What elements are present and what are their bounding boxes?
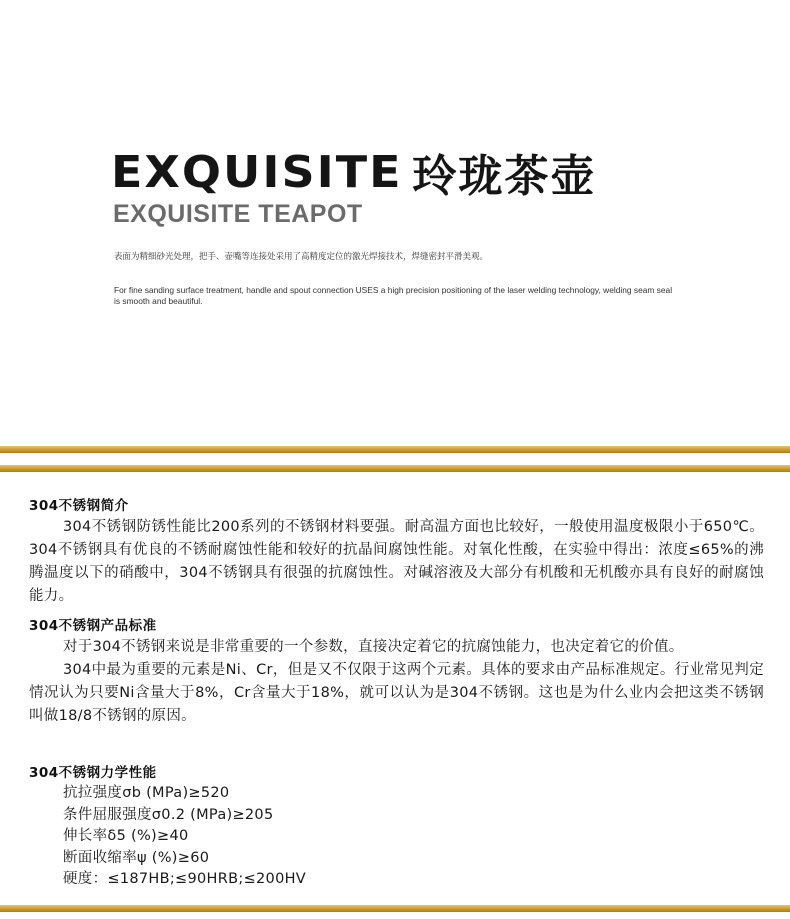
gold-divider-bottom <box>0 905 790 912</box>
mechanical-spec-list <box>29 783 764 891</box>
hero-subtitle: EXQUISITE TEAPOT <box>113 200 363 228</box>
section-intro-body: 304不锈钢防锈性能比200系列的不锈钢材料要强。耐高温方面也比较好，一般使用温度极限小于650℃。304不锈钢具有优良的不锈耐腐蚀性能和较好的抗晶间腐蚀性能。对氧化性酸，在实验中得出：浓度≤65%的沸腾温度以下的硝酸中，304不锈钢具有很强的抗腐蚀性。对碱溶液及大部分有机酸和无机酸亦具有良好的耐腐蚀能力。 <box>29 519 764 604</box>
section-standard <box>29 617 764 728</box>
section-mechanical <box>29 764 764 891</box>
gold-divider-second <box>0 465 790 472</box>
spec-item: 条件屈服强度σ0.2 (MPa)≥205 <box>63 806 274 823</box>
section-standard-para2: 304中最为重要的元素是Ni、Cr，但是又不仅限于这两个元素。具体的要求由产品标准规定。行业常见判定情况认为只要Ni含量大于8%，Cr含量大于18%，就可以认为是304不锈钢。这也是为什么业内会把这类不锈钢叫做18/8不锈钢的原因。 <box>29 662 764 724</box>
spec-item: 断面收缩率ψ (%)≥60 <box>63 849 210 866</box>
hero-description-cn: 表面为精细砂光处理，把手、壶嘴等连接处采用了高精度定位的激光焊接技术，焊缝密封平滑美观。 <box>114 252 489 262</box>
gold-divider-top <box>0 446 790 453</box>
spec-item: 硬度：≤187HB;≤90HRB;≤200HV <box>63 871 307 887</box>
hero-description-en: For fine sanding surface treatment, handle and spout connection USES a high precision positioning of the laser welding technology, welding seam seal is smooth and beautiful. <box>114 285 673 306</box>
section-standard-para1: 对于304不锈钢来说是非常重要的一个参数，直接决定着它的抗腐蚀能力，也决定着它的价值。 <box>63 639 684 655</box>
hero-title-cn: 玲珑茶壶 <box>412 151 597 202</box>
spec-item: 抗拉强度σb (MPa)≥520 <box>63 785 230 801</box>
section-intro <box>29 497 764 608</box>
spec-item: 伸长率δ5 (%)≥40 <box>63 828 189 844</box>
hero-title <box>111 146 597 202</box>
section-mechanical-title: 304不锈钢力学性能 <box>29 765 157 781</box>
section-standard-title: 304不锈钢产品标准 <box>29 618 157 634</box>
section-intro-title: 304不锈钢简介 <box>29 498 129 514</box>
hero-title-en: EXQUISITE <box>111 146 403 198</box>
